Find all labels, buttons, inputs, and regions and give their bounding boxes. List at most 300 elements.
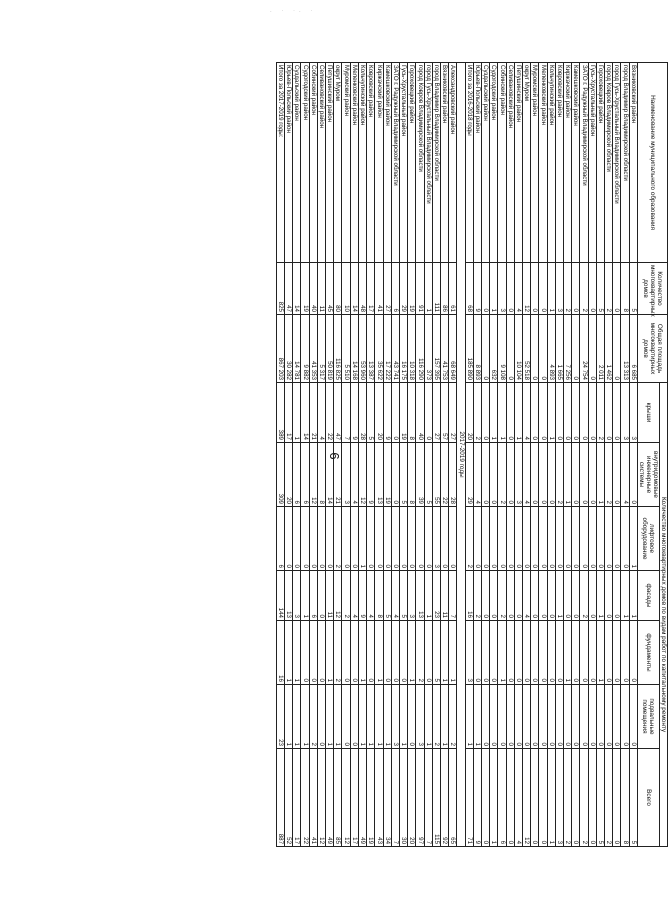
- table-row: [588, 63, 596, 847]
- value-cell: 68: [465, 263, 473, 315]
- value-cell: 17: [350, 749, 358, 847]
- municipality-cell: Селивановский район: [317, 63, 325, 263]
- value-cell: 92: [440, 749, 448, 847]
- value-cell: 0: [588, 263, 596, 315]
- value-cell: 29: [465, 443, 473, 507]
- value-cell: 23: [276, 685, 284, 749]
- table-row: [498, 63, 506, 847]
- municipality-cell: Ковровский район: [367, 63, 375, 263]
- value-cell: 1: [514, 383, 522, 443]
- value-cell: 0: [531, 315, 539, 383]
- value-cell: 2 011: [596, 315, 604, 383]
- value-cell: 3: [293, 571, 301, 621]
- value-cell: 4: [350, 443, 358, 507]
- value-cell: 8: [317, 443, 325, 507]
- value-cell: 0: [383, 621, 391, 685]
- value-cell: 9: [473, 263, 481, 315]
- table-row: [416, 63, 424, 847]
- value-cell: 116 825: [334, 315, 342, 383]
- value-cell: 2: [555, 443, 563, 507]
- municipality-cell: город Владимир Владимирской области: [621, 63, 629, 263]
- value-cell: 1: [498, 621, 506, 685]
- value-cell: 0: [563, 685, 571, 749]
- value-cell: 0: [539, 571, 547, 621]
- value-cell: 0: [391, 621, 399, 685]
- value-cell: 0: [572, 383, 580, 443]
- value-cell: 0: [588, 383, 596, 443]
- value-cell: 0: [539, 507, 547, 571]
- value-cell: 27: [432, 383, 440, 443]
- value-cell: 1: [596, 571, 604, 621]
- value-cell: 373: [424, 315, 432, 383]
- value-cell: 2: [580, 571, 588, 621]
- value-cell: 8: [408, 383, 416, 443]
- value-cell: 1: [629, 507, 637, 571]
- table-row: [358, 63, 366, 847]
- value-cell: 1: [358, 621, 366, 685]
- value-cell: 71: [465, 749, 473, 847]
- value-cell: 1: [547, 749, 555, 847]
- value-cell: 1: [285, 621, 293, 685]
- value-cell: 52 518: [522, 315, 530, 383]
- value-cell: 1: [449, 621, 457, 685]
- table-row: [399, 63, 407, 847]
- table-row: [375, 63, 383, 847]
- table-row: [555, 63, 563, 847]
- value-cell: 5: [629, 263, 637, 315]
- value-cell: 17: [367, 263, 375, 315]
- value-cell: 20: [375, 383, 383, 443]
- value-cell: 0: [514, 571, 522, 621]
- value-cell: 5 510: [342, 315, 350, 383]
- table-row: [432, 63, 440, 847]
- value-cell: 2: [449, 685, 457, 749]
- value-cell: 30: [399, 749, 407, 847]
- value-cell: 0: [531, 571, 539, 621]
- municipality-cell: Вязниковский район: [629, 63, 637, 263]
- municipality-cell: Муромский район: [531, 63, 539, 263]
- value-cell: 0: [391, 443, 399, 507]
- value-cell: 30 282: [285, 315, 293, 383]
- value-cell: 0: [547, 507, 555, 571]
- value-cell: 12: [522, 263, 530, 315]
- value-cell: 0: [588, 571, 596, 621]
- value-cell: 0: [490, 507, 498, 571]
- value-cell: 2: [605, 263, 613, 315]
- value-cell: 0: [408, 685, 416, 749]
- value-cell: 0: [547, 685, 555, 749]
- value-cell: 12: [317, 749, 325, 847]
- municipality-cell: Итого за 2017-2019 годы:: [276, 63, 284, 263]
- value-cell: 0: [563, 383, 571, 443]
- value-cell: 0: [572, 685, 580, 749]
- value-cell: 2: [563, 263, 571, 315]
- value-cell: 0: [539, 749, 547, 847]
- value-cell: 0: [539, 685, 547, 749]
- value-cell: 1: [498, 383, 506, 443]
- value-cell: 9 108: [498, 315, 506, 383]
- value-cell: 11: [326, 571, 334, 621]
- municipality-cell: Петушинский район: [514, 63, 522, 263]
- value-cell: 1: [367, 685, 375, 749]
- value-cell: 0: [531, 685, 539, 749]
- value-cell: 6: [309, 571, 317, 621]
- value-cell: 0: [350, 507, 358, 571]
- header-group: Количество многоквартирных домов по видам работ по капитальному ремонту: [659, 383, 667, 847]
- value-cell: 0: [613, 443, 621, 507]
- value-cell: 0: [391, 383, 399, 443]
- value-cell: 0: [506, 315, 514, 383]
- value-cell: 0: [613, 685, 621, 749]
- value-cell: 9 882: [301, 315, 309, 383]
- value-cell: 17 222: [383, 315, 391, 383]
- value-cell: 0: [613, 263, 621, 315]
- value-cell: 2: [596, 383, 604, 443]
- value-cell: 40: [416, 383, 424, 443]
- table-row: [596, 63, 604, 847]
- value-cell: 9: [383, 383, 391, 443]
- value-cell: 0: [342, 621, 350, 685]
- value-cell: 115: [432, 749, 440, 847]
- value-cell: 50 819: [326, 315, 334, 383]
- value-cell: 0: [621, 685, 629, 749]
- value-cell: 2: [416, 621, 424, 685]
- value-cell: 0: [440, 507, 448, 571]
- table-row: [440, 63, 448, 847]
- municipality-cell: ЗАТО г. Радужный Владимирской области: [580, 63, 588, 263]
- municipality-cell: Селивановский район: [506, 63, 514, 263]
- value-cell: 22: [301, 749, 309, 847]
- value-cell: 1: [490, 383, 498, 443]
- value-cell: 12: [334, 571, 342, 621]
- value-cell: 43: [375, 749, 383, 847]
- value-cell: 0: [555, 621, 563, 685]
- municipality-cell: Кольчугинский район: [547, 63, 555, 263]
- value-cell: 0: [424, 621, 432, 685]
- value-cell: 1 665: [555, 315, 563, 383]
- value-cell: 9: [473, 749, 481, 847]
- value-cell: 1: [383, 685, 391, 749]
- value-cell: 3: [629, 383, 637, 443]
- municipality-cell: Гороховецкий район: [408, 63, 416, 263]
- value-cell: 0: [506, 571, 514, 621]
- value-cell: 13: [285, 571, 293, 621]
- municipality-cell: город Гусь-Хрустальный Владимирской области: [613, 63, 621, 263]
- value-cell: 19: [408, 263, 416, 315]
- value-cell: 16: [465, 571, 473, 621]
- value-cell: 1: [408, 621, 416, 685]
- value-cell: 13 313: [621, 315, 629, 383]
- value-cell: 0: [506, 507, 514, 571]
- table-row: [563, 63, 571, 847]
- header-facades: фасады: [637, 571, 659, 621]
- table-row: [309, 63, 317, 847]
- municipality-cell: округ Муром: [334, 63, 342, 263]
- value-cell: 0: [408, 507, 416, 571]
- value-cell: 11: [317, 263, 325, 315]
- value-cell: 4: [317, 383, 325, 443]
- header-total: Всего: [637, 749, 659, 847]
- value-cell: 144: [276, 571, 284, 621]
- value-cell: 0: [309, 621, 317, 685]
- value-cell: 0: [416, 507, 424, 571]
- value-cell: 5: [629, 749, 637, 847]
- value-cell: 0: [572, 443, 580, 507]
- value-cell: 887: [276, 749, 284, 847]
- value-cell: 309: [276, 443, 284, 507]
- value-cell: 0: [605, 383, 613, 443]
- value-cell: 1: [326, 685, 334, 749]
- table-row: [580, 63, 588, 847]
- rotated-table-container: [0, 62, 668, 845]
- value-cell: 27: [449, 383, 457, 443]
- value-cell: 0: [285, 507, 293, 571]
- value-cell: 3: [465, 621, 473, 685]
- value-cell: 10: [342, 263, 350, 315]
- value-cell: 49: [358, 749, 366, 847]
- value-cell: 47: [285, 263, 293, 315]
- value-cell: 0: [539, 621, 547, 685]
- municipality-cell: Собинский район: [309, 63, 317, 263]
- value-cell: 14: [293, 263, 301, 315]
- value-cell: 49: [326, 749, 334, 847]
- value-cell: 16: [276, 621, 284, 685]
- value-cell: 4: [391, 571, 399, 621]
- value-cell: 0: [531, 443, 539, 507]
- value-cell: 0: [555, 507, 563, 571]
- value-cell: 13: [416, 571, 424, 621]
- value-cell: 0: [481, 315, 489, 383]
- value-cell: 41: [375, 263, 383, 315]
- value-cell: 0: [481, 621, 489, 685]
- value-cell: 0: [629, 685, 637, 749]
- value-cell: 0: [317, 571, 325, 621]
- value-cell: 12: [309, 443, 317, 507]
- municipality-cell: Киржачский район: [563, 63, 571, 263]
- value-cell: 825: [276, 263, 284, 315]
- value-cell: 0: [317, 621, 325, 685]
- value-cell: 57: [440, 383, 448, 443]
- value-cell: 1: [465, 685, 473, 749]
- municipality-cell: Камешковский район: [572, 63, 580, 263]
- value-cell: 1: [490, 749, 498, 847]
- section-title: 2017-2019 годы: [457, 63, 465, 847]
- value-cell: 0: [506, 263, 514, 315]
- municipality-cell: город Владимир Владимирской области: [432, 63, 440, 263]
- value-cell: 0: [326, 507, 334, 571]
- value-cell: 1: [293, 685, 301, 749]
- value-cell: 53 960: [358, 315, 366, 383]
- value-cell: 29: [399, 263, 407, 315]
- value-cell: 1: [596, 621, 604, 685]
- value-cell: 0: [342, 685, 350, 749]
- value-cell: 0: [531, 383, 539, 443]
- value-cell: 2: [309, 685, 317, 749]
- value-cell: 1: [358, 507, 366, 571]
- value-cell: 8: [621, 263, 629, 315]
- value-cell: 0: [514, 507, 522, 571]
- table-row: [367, 63, 375, 847]
- value-cell: 13 387: [367, 315, 375, 383]
- value-cell: 80: [334, 263, 342, 315]
- value-cell: 0: [563, 571, 571, 621]
- value-cell: 91: [416, 263, 424, 315]
- value-cell: 3: [498, 263, 506, 315]
- value-cell: 40: [309, 263, 317, 315]
- value-cell: 0: [588, 685, 596, 749]
- value-cell: 20: [285, 443, 293, 507]
- value-cell: 0: [531, 263, 539, 315]
- value-cell: 0: [555, 685, 563, 749]
- section-header-row: [457, 63, 465, 847]
- header-foundations: фундаменты: [637, 621, 659, 685]
- value-cell: 0: [547, 443, 555, 507]
- value-cell: 116 290: [416, 315, 424, 383]
- value-cell: 20: [465, 383, 473, 443]
- value-cell: 8: [621, 749, 629, 847]
- value-cell: 5: [432, 621, 440, 685]
- value-cell: 0: [531, 621, 539, 685]
- value-cell: 2: [580, 749, 588, 847]
- value-cell: 1: [440, 621, 448, 685]
- value-cell: 1 462: [605, 315, 613, 383]
- table-row: [301, 63, 309, 847]
- value-cell: 23: [432, 571, 440, 621]
- value-cell: 3: [408, 571, 416, 621]
- total-row: [276, 63, 284, 847]
- value-cell: 2: [473, 383, 481, 443]
- value-cell: 0: [514, 621, 522, 685]
- value-cell: 2: [334, 621, 342, 685]
- value-cell: 3: [432, 507, 440, 571]
- table-row: [506, 63, 514, 847]
- value-cell: 1: [399, 685, 407, 749]
- value-cell: 9: [367, 443, 375, 507]
- value-cell: 45: [326, 263, 334, 315]
- value-cell: 0: [580, 685, 588, 749]
- value-cell: 0: [350, 621, 358, 685]
- value-cell: 14: [301, 383, 309, 443]
- value-cell: 41 353: [309, 315, 317, 383]
- value-cell: 0: [490, 571, 498, 621]
- value-cell: 5: [383, 571, 391, 621]
- municipality-cell: город Ковров Владимирской области: [416, 63, 424, 263]
- table-row: [572, 63, 580, 847]
- value-cell: 0: [588, 749, 596, 847]
- value-cell: 5 317: [317, 315, 325, 383]
- value-cell: 5: [424, 443, 432, 507]
- value-cell: 1: [424, 263, 432, 315]
- value-cell: 0: [613, 571, 621, 621]
- value-cell: 0: [293, 507, 301, 571]
- municipality-cell: Муромский район: [342, 63, 350, 263]
- municipality-cell: Ковровский район: [555, 63, 563, 263]
- value-cell: 0: [424, 383, 432, 443]
- municipality-cell: Вязниковский район: [440, 63, 448, 263]
- value-cell: 0: [301, 507, 309, 571]
- value-cell: 43 741: [391, 315, 399, 383]
- value-cell: 2: [605, 749, 613, 847]
- value-cell: 0: [572, 571, 580, 621]
- value-cell: 14 168: [350, 315, 358, 383]
- value-cell: 17: [285, 383, 293, 443]
- value-cell: 13: [375, 443, 383, 507]
- table-row: [547, 63, 555, 847]
- value-cell: 0: [572, 315, 580, 383]
- value-cell: 1: [547, 383, 555, 443]
- value-cell: 0: [572, 263, 580, 315]
- value-cell: 0: [531, 507, 539, 571]
- header-elevator: лифтовое оборудование: [637, 507, 659, 571]
- table-row: [342, 63, 350, 847]
- value-cell: 1: [440, 685, 448, 749]
- value-cell: 0: [481, 383, 489, 443]
- table-row: [621, 63, 629, 847]
- value-cell: 28: [449, 443, 457, 507]
- table-row: [391, 63, 399, 847]
- value-cell: 0: [309, 507, 317, 571]
- value-cell: 4: [621, 443, 629, 507]
- value-cell: 24 754: [580, 315, 588, 383]
- value-cell: 3: [391, 685, 399, 749]
- value-cell: 0: [588, 621, 596, 685]
- value-cell: 14: [326, 443, 334, 507]
- value-cell: 2: [563, 749, 571, 847]
- value-cell: 28: [358, 383, 366, 443]
- value-cell: 1: [293, 383, 301, 443]
- value-cell: 0: [539, 263, 547, 315]
- table-row: [408, 63, 416, 847]
- value-cell: 5: [596, 749, 604, 847]
- table-row: [605, 63, 613, 847]
- table-row: [334, 63, 342, 847]
- value-cell: 0: [317, 507, 325, 571]
- value-cell: 1: [301, 685, 309, 749]
- value-cell: 55: [432, 443, 440, 507]
- value-cell: 0: [317, 685, 325, 749]
- value-cell: 0: [596, 507, 604, 571]
- value-cell: 1: [473, 685, 481, 749]
- municipality-cell: Собинский район: [498, 63, 506, 263]
- value-cell: 2: [342, 571, 350, 621]
- value-cell: 10 104: [514, 315, 522, 383]
- value-cell: 2: [605, 443, 613, 507]
- value-cell: 8 893: [473, 315, 481, 383]
- value-cell: 0: [531, 749, 539, 847]
- value-cell: 0: [580, 621, 588, 685]
- value-cell: 0: [547, 621, 555, 685]
- table-row: [383, 63, 391, 847]
- value-cell: 12: [522, 749, 530, 847]
- value-cell: 0: [506, 383, 514, 443]
- value-cell: 632: [490, 315, 498, 383]
- value-cell: 35 622: [375, 315, 383, 383]
- value-cell: 7: [424, 749, 432, 847]
- value-cell: 0: [506, 685, 514, 749]
- value-cell: 0: [588, 443, 596, 507]
- municipality-cell: Судогодский район: [490, 63, 498, 263]
- table-row: [514, 63, 522, 847]
- value-cell: 14 781: [293, 315, 301, 383]
- municipality-cell: город Гусь-Хрустальный Владимирской области: [424, 63, 432, 263]
- value-cell: 2: [580, 263, 588, 315]
- value-cell: 0: [605, 621, 613, 685]
- value-cell: 4: [522, 443, 530, 507]
- value-cell: 5: [596, 263, 604, 315]
- value-cell: 12: [342, 749, 350, 847]
- value-cell: 3: [416, 685, 424, 749]
- value-cell: 21: [309, 383, 317, 443]
